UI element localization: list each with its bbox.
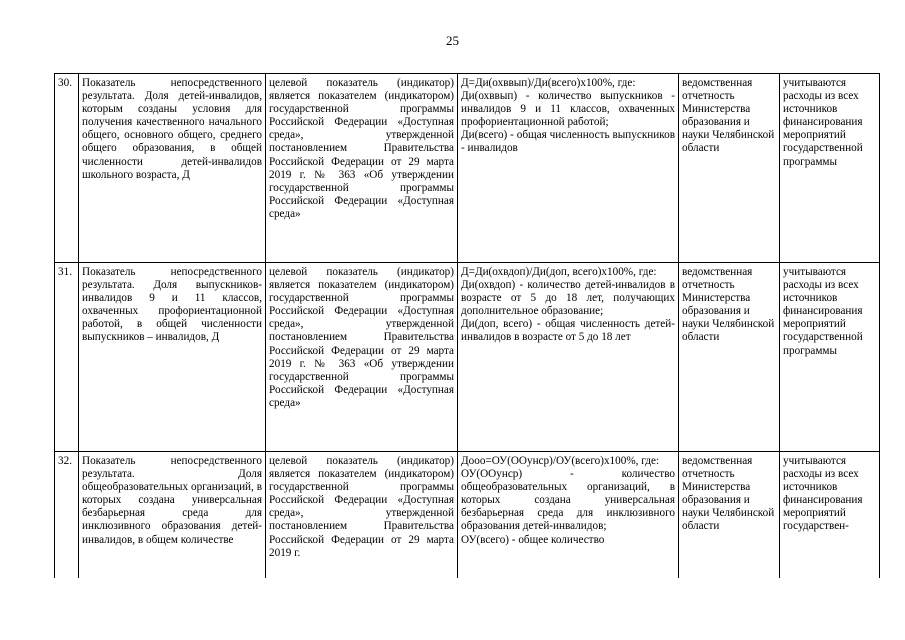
indicator-type: целевой показатель (индикатор) является показателем (индикатором) государственной программы Российской Федерации «Доступная среда», утвержденной постановлением Правительства Российской Федерации от 29 марта 2019 г. № 363 «Об утверждении государственной программы Российской Федерации «Доступная среда»	[266, 263, 458, 452]
formula-text: Д=Ди(охввып)/Ди(всего)х100%, где: Ди(охввып) - количество выпускников - инвалидов 9 и 11 классов, охваченных профориентационной работой; Ди(всего) - общая численность выпускников - инвалидов	[461, 77, 675, 155]
indicator-type: целевой показатель (индикатор) является показателем (индикатором) государственной программы Российской Федерации «Доступная среда», утвержденной постановлением Правительства Российской Федерации от 29 марта 2019 г.	[266, 452, 458, 579]
table-row	[55, 74, 880, 263]
funding-note: учитываются расходы из всех источников финансирования мероприятий государственной программы	[780, 263, 880, 452]
table-row	[55, 263, 880, 452]
calculation-formula	[458, 452, 679, 579]
formula-text: Д=Ди(охвдоп)/Ди(доп, всего)х100%, где: Ди(охвдоп) - количество детей-инвалидов в возрасте от 5 до 18 лет, получающих дополнительное образование; Ди(доп, всего) - общая численность детей-инвалидов в возрасте от 5 до 18 лет	[461, 266, 675, 344]
indicator-name: Показатель непосредственного результата. Доля детей-инвалидов, которым созданы условия для получения качественного начального общего, основного общего, среднего общего образования, в общей численности детей-инвалидов школьного возраста, Д	[79, 74, 266, 263]
calculation-formula	[458, 263, 679, 452]
row-number: 30.	[55, 74, 79, 263]
formula-text: Дooo=ОУ(ООунср)/ОУ(всего)х100%, где: ОУ(ООунср) - количество общеобразовательных организаций, в которых создана универсальная безбарьерная среда для инклюзивного образования детей-инвалидов; ОУ(всего) - общее количество	[461, 455, 675, 546]
calculation-formula	[458, 74, 679, 263]
indicator-name: Показатель непосредственного результата. Доля общеобразовательных организаций, в которых создана универсальная безбарьерная среда для инклюзивного образования детей-инвалидов, в общем количестве	[79, 452, 266, 579]
table-row	[55, 452, 880, 579]
row-number: 31.	[55, 263, 79, 452]
indicator-name: Показатель непосредственного результата. Доля выпускников-инвалидов 9 и 11 классов, охваченных профориентационной работой, в общей численности выпускников – инвалидов, Д	[79, 263, 266, 452]
row-number: 32.	[55, 452, 79, 579]
data-source: ведомственная отчетность Министерства образования и науки Челябинской области	[679, 452, 780, 579]
funding-note: учитываются расходы из всех источников финансирования мероприятий государственной программы	[780, 74, 880, 263]
indicator-type: целевой показатель (индикатор) является показателем (индикатором) государственной программы Российской Федерации «Доступная среда», утвержденной постановлением Правительства Российской Федерации от 29 марта 2019 г. № 363 «Об утверждении государственной программы Российской Федерации «Доступная среда»	[266, 74, 458, 263]
funding-note: учитываются расходы из всех источников финансирования мероприятий государствен-	[780, 452, 880, 579]
data-source: ведомственная отчетность Министерства образования и науки Челябинской области	[679, 74, 780, 263]
page-number: 25	[446, 33, 459, 48]
indicators-table	[54, 73, 880, 578]
data-source: ведомственная отчетность Министерства образования и науки Челябинской области	[679, 263, 780, 452]
